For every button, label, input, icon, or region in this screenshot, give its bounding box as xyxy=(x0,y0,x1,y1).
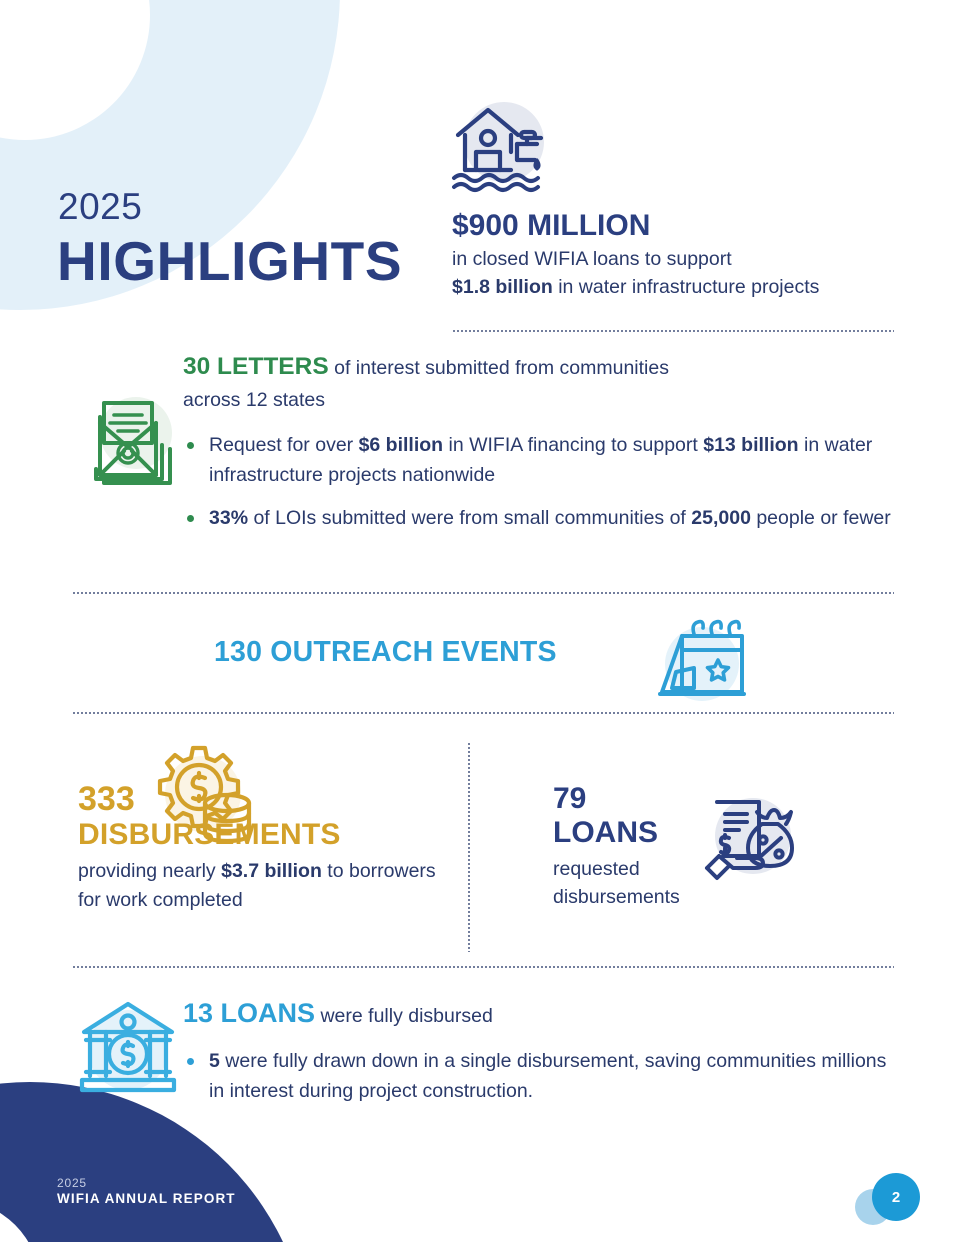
stat-loans-requested-number: 79 xyxy=(553,782,587,815)
stat-loans-closed xyxy=(452,208,902,302)
stat-loans-closed-headline: $900 MILLION xyxy=(452,209,651,242)
divider-1 xyxy=(452,330,894,332)
stat-loans-requested-word: LOANS xyxy=(553,815,658,849)
divider-4 xyxy=(72,966,894,968)
stat-fully-disbursed-headline-row xyxy=(183,996,899,1031)
stat-letters-line2: across 12 states xyxy=(183,388,325,411)
stat-letters-headline-rest: of interest submitted from communities xyxy=(328,357,669,379)
footer-report-name: WIFIA ANNUAL REPORT xyxy=(57,1191,236,1206)
house-water-faucet-icon xyxy=(442,94,550,194)
money-bag-hand-percent-icon xyxy=(703,790,799,886)
bullet-text: 33% of LOIs submitted were from small communities of 25,000 people or fewer xyxy=(209,507,891,530)
stat-letters-headline: 30 LETTERS xyxy=(183,353,329,380)
stat-loans-closed-description xyxy=(452,246,902,301)
list-item xyxy=(183,504,899,534)
page-title-year: 2025 xyxy=(58,186,143,227)
stat-disbursements-description: providing nearly $3.7 billion to borrowers for work completed xyxy=(78,860,436,912)
divider-vertical xyxy=(468,742,470,952)
calendar-star-icon xyxy=(650,614,750,706)
list-item xyxy=(183,1047,899,1106)
stat-fully-disbursed-headline: 13 LOANS xyxy=(183,998,316,1028)
page-title: HIGHLIGHTS xyxy=(57,230,403,292)
stat-disbursements-number: 333 xyxy=(78,780,135,818)
bank-dollar-icon xyxy=(74,996,182,1100)
stat-fully-disbursed-bullet-list xyxy=(183,1047,899,1106)
stat-loans-closed-line2-rest: in water infrastructure projects xyxy=(552,276,820,299)
stat-disbursements-word: DISBURSEMENTS xyxy=(78,817,341,851)
page-number: 2 xyxy=(872,1173,920,1221)
footer-year: 2025 xyxy=(57,1176,87,1190)
divider-3 xyxy=(72,712,894,714)
stat-letters xyxy=(183,350,899,548)
stat-outreach xyxy=(214,636,557,669)
stat-letters-headline-row xyxy=(183,350,899,384)
stat-loans-requested-description: requested disbursements xyxy=(553,858,680,909)
stat-fully-disbursed xyxy=(183,996,899,1120)
divider-2 xyxy=(72,592,894,594)
stat-loans-closed-line1: in closed WIFIA loans to support xyxy=(452,248,732,271)
footer xyxy=(57,1176,236,1206)
stat-loans-closed-line2-bold: $1.8 billion xyxy=(452,276,553,299)
envelope-letter-icon xyxy=(74,383,186,495)
bullet-text: 5 were fully drawn down in a single disbursement, saving communities millions in interest during project construction. xyxy=(209,1050,887,1102)
list-item xyxy=(183,431,899,490)
stat-fully-disbursed-headline-rest: were fully disbursed xyxy=(315,1005,493,1027)
stat-letters-bullet-list xyxy=(183,431,899,534)
bullet-text: Request for over $6 billion in WIFIA financing to support $13 billion in water infrastructure projects nationwide xyxy=(209,434,873,486)
stat-disbursements xyxy=(78,782,448,915)
stat-outreach-headline: 130 OUTREACH EVENTS xyxy=(214,636,557,668)
